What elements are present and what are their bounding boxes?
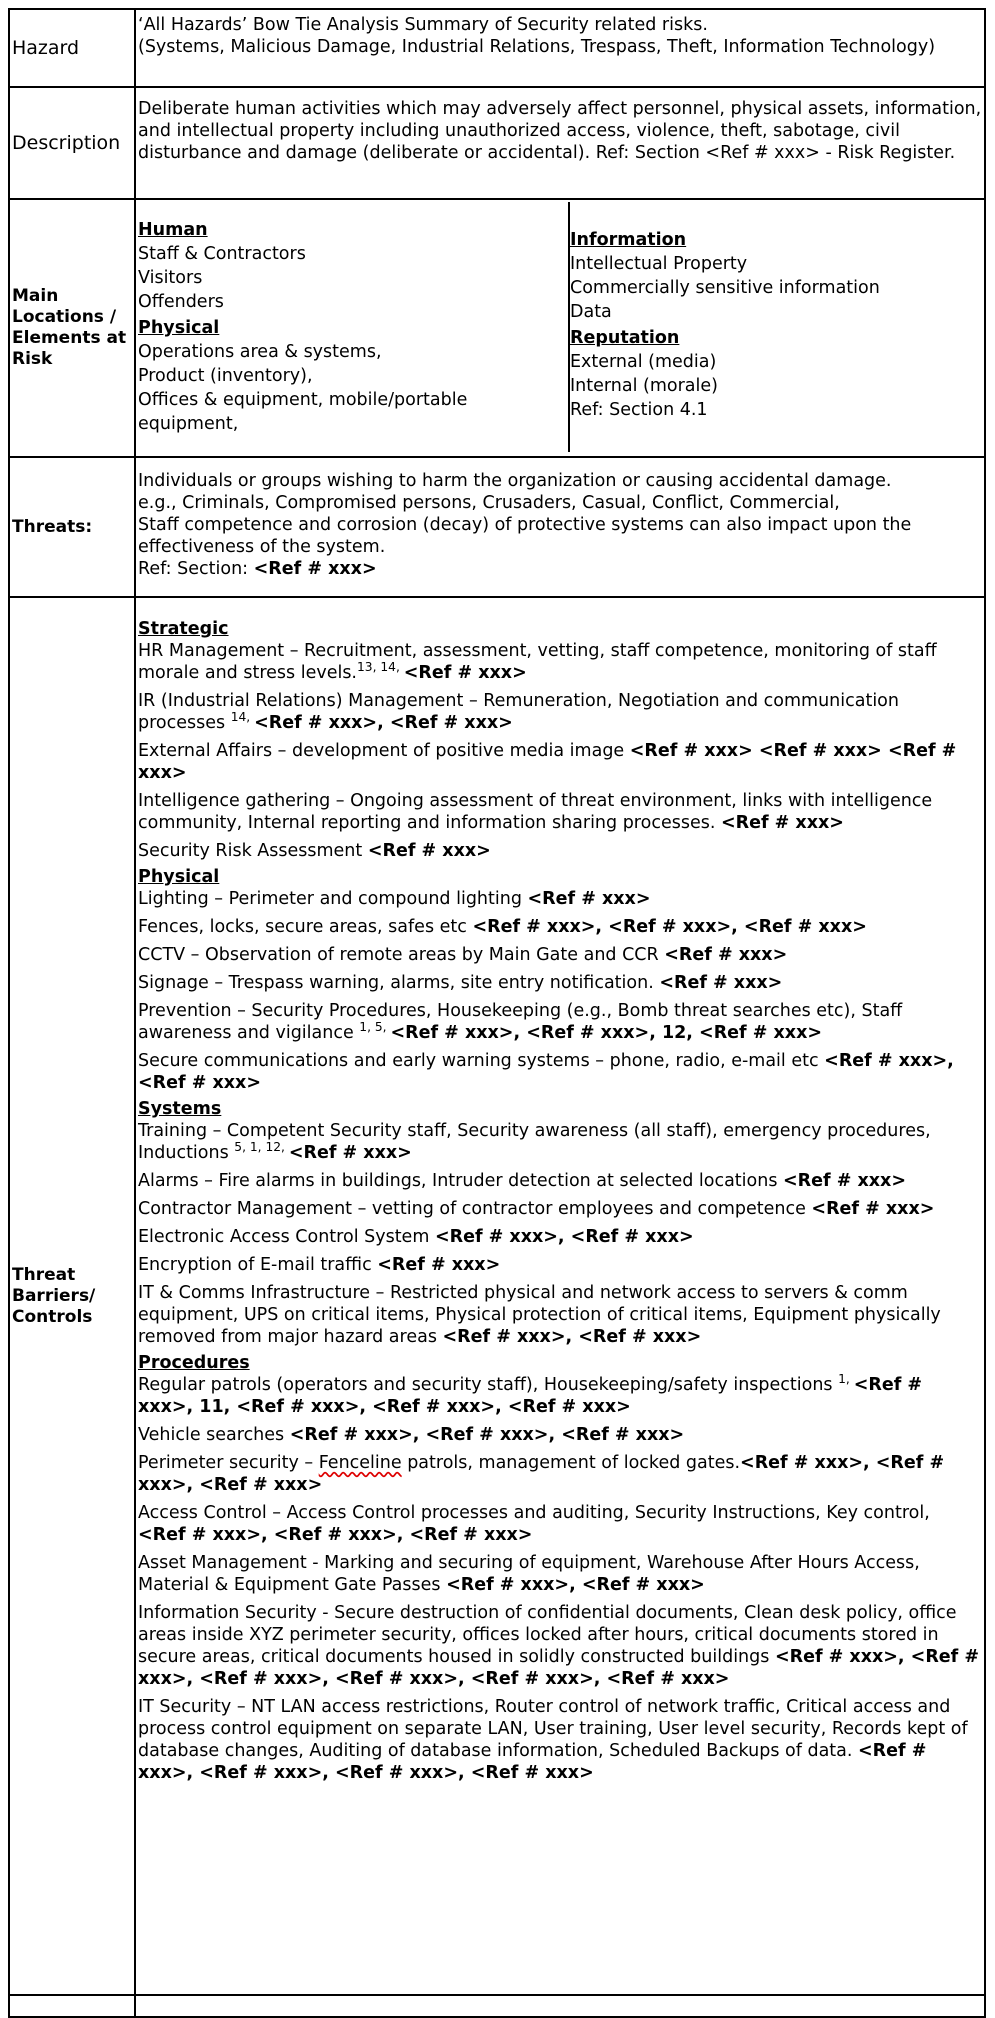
threats-ref-prefix: Ref: Section: <box>138 559 254 579</box>
control-text: IT & Comms Infrastructure – Restricted physical and network access to servers & comm equipment, UPS on critical items, Physical protection of critical items, Equipment physically removed from major hazard areas <box>138 1283 941 1347</box>
reference-tags: <Ref # xxx> <Ref # xxx> <Ref # xxx> <box>138 741 957 783</box>
element-item: Commercially sensitive information <box>570 278 880 298</box>
threats-ref: <Ref # xxx> <box>253 559 377 579</box>
control-text: Asset Management - Marking and securing of equipment, Warehouse After Hours Access, Material & Equipment Gate Passes <box>138 1553 920 1595</box>
spellcheck-word: Fenceline <box>318 1453 402 1473</box>
control-text: Regular patrols (operators and security staff), Housekeeping/safety inspections <box>138 1375 839 1395</box>
control-text: IR (Industrial Relations) Management – Remuneration, Negotiation and communication processes <box>138 691 899 733</box>
reference-tags: <Ref # xxx> <box>527 889 651 909</box>
element-item: Data <box>570 302 612 322</box>
element-item: Internal (morale) <box>570 376 718 396</box>
controls-content <box>135 597 985 1995</box>
element-group-heading: Reputation <box>570 328 680 348</box>
control-item <box>138 1000 982 1044</box>
main-elements-left <box>138 202 569 452</box>
main-elements-label: Main Locations / Elements at Risk <box>9 199 135 457</box>
control-item <box>138 1226 982 1248</box>
control-text: External Affairs – development of positive media image <box>138 741 630 761</box>
main-elements-grid <box>138 202 982 452</box>
control-item <box>138 1502 982 1546</box>
reference-tags: <Ref # xxx> <box>367 841 491 861</box>
control-item <box>138 972 982 994</box>
control-item <box>138 888 982 910</box>
element-group-heading: Human <box>138 220 208 240</box>
footnote-refs: 5, 1, 12, <box>234 1140 289 1155</box>
control-item <box>138 1050 982 1094</box>
controls-row <box>9 597 985 1995</box>
element-item: Ref: Section 4.1 <box>570 400 708 420</box>
hazard-content <box>135 9 985 87</box>
control-text: Training – Competent Security staff, Security awareness (all staff), emergency procedures, Inductions <box>138 1121 931 1163</box>
description-label: Description <box>9 87 135 199</box>
main-elements-row <box>9 199 985 457</box>
reference-tags: <Ref # xxx>, <Ref # xxx>, <Ref # xxx>, <Ref # xxx>, <Ref # xxx>, <Ref # xxx> <box>138 1647 980 1689</box>
control-item <box>138 1602 982 1690</box>
bow-tie-summary-table <box>8 8 986 2018</box>
control-text: Alarms – Fire alarms in buildings, Intruder detection at selected locations <box>138 1171 783 1191</box>
control-section-heading: Procedures <box>138 1353 250 1373</box>
hazard-title: ‘All Hazards’ Bow Tie Analysis Summary of Security related risks. <box>138 15 708 35</box>
control-text: Prevention – Security Procedures, Housekeeping (e.g., Bomb threat searches etc), Staff awareness and vigilance <box>138 1001 903 1043</box>
control-item <box>138 1452 982 1496</box>
element-group-heading: Physical <box>138 318 220 338</box>
control-item <box>138 740 982 784</box>
control-item <box>138 790 982 834</box>
footnote-refs: 14, <box>230 710 255 725</box>
control-text: Signage – Trespass warning, alarms, site entry notification. <box>138 973 660 993</box>
threats-line: Staff competence and corrosion (decay) of protective systems can also impact upon the effectiveness of the system. <box>138 515 912 557</box>
reference-tags: <Ref # xxx>, <Ref # xxx>, <Ref # xxx> <box>289 1425 685 1445</box>
control-item <box>138 640 982 684</box>
control-text: Access Control – Access Control processes and auditing, Security Instructions, Key control, <box>138 1503 930 1523</box>
footnote-refs: 13, 14, <box>357 660 404 675</box>
control-item <box>138 1696 982 1784</box>
reference-tags: <Ref # xxx>, <Ref # xxx> <box>254 713 513 733</box>
control-text: Contractor Management – vetting of contractor employees and competence <box>138 1199 812 1219</box>
control-section-heading: Systems <box>138 1099 222 1119</box>
element-item: Staff & Contractors <box>138 244 306 264</box>
control-item <box>138 944 982 966</box>
reference-tags: <Ref # xxx>, <Ref # xxx>, 12, <Ref # xxx> <box>390 1023 823 1043</box>
reference-tags: <Ref # xxx>, <Ref # xxx> <box>442 1327 702 1347</box>
threats-ref-line <box>138 558 982 580</box>
description-row <box>9 87 985 199</box>
control-text: Encryption of E-mail traffic <box>138 1255 378 1275</box>
element-item: Offices & equipment, mobile/portable equipment, <box>138 390 468 434</box>
control-item <box>138 840 982 862</box>
control-item <box>138 1552 982 1596</box>
control-item <box>138 1424 982 1446</box>
controls-label: Threat Barriers/ Controls <box>9 597 135 1995</box>
reference-tags: <Ref # xxx>, <Ref # xxx>, <Ref # xxx>, <Ref # xxx> <box>138 1741 927 1783</box>
reference-tags: <Ref # xxx> <box>720 813 844 833</box>
element-item: Intellectual Property <box>570 254 748 274</box>
element-item: External (media) <box>570 352 717 372</box>
reference-tags: <Ref # xxx> <box>659 973 783 993</box>
control-item <box>138 916 982 938</box>
reference-tags: <Ref # xxx>, <Ref # xxx> <box>446 1575 705 1595</box>
next-row-content <box>135 1995 985 2017</box>
reference-tags: <Ref # xxx> <box>403 663 527 683</box>
control-text: IT Security – NT LAN access restrictions, Router control of network traffic, Critical access and process control equipment on separate LAN, User training, User level security, Records kept of database changes, Auditing of database information, Scheduled Backups of data. <box>138 1697 968 1761</box>
control-item <box>138 690 982 734</box>
element-group-heading: Information <box>570 230 687 250</box>
reference-tags: <Ref # xxx> <box>811 1199 935 1219</box>
control-text: Vehicle searches <box>138 1425 290 1445</box>
control-text: Fences, locks, secure areas, safes etc <box>138 917 473 937</box>
next-row-stub <box>9 1995 985 2017</box>
control-section-heading: Strategic <box>138 619 229 639</box>
hazard-label: Hazard <box>9 9 135 87</box>
threats-line: Individuals or groups wishing to harm the organization or causing accidental damage. <box>138 471 892 491</box>
control-text: Information Security - Secure destruction of confidential documents, Clean desk policy, office areas inside XYZ perimeter security, offices locked after hours, critical documents stored in secure areas, critical documents housed in solidly constructed buildings <box>138 1603 957 1667</box>
control-item <box>138 1254 982 1276</box>
control-text: Security Risk Assessment <box>138 841 368 861</box>
control-text: HR Management – Recruitment, assessment, vetting, staff competence, monitoring of staff morale and stress levels. <box>138 641 937 683</box>
control-item <box>138 1120 982 1164</box>
reference-tags: <Ref # xxx> <box>664 945 788 965</box>
footnote-refs: 1, <box>838 1372 854 1387</box>
hazard-subtitle: (Systems, Malicious Damage, Industrial Relations, Trespass, Theft, Information Technology) <box>138 37 936 57</box>
reference-tags: <Ref # xxx> <box>783 1171 906 1191</box>
control-text: Lighting – Perimeter and compound lighting <box>138 889 528 909</box>
control-section-heading: Physical <box>138 867 220 887</box>
threats-content <box>135 457 985 597</box>
hazard-row <box>9 9 985 87</box>
control-item <box>138 1374 982 1418</box>
threats-line: e.g., Criminals, Compromised persons, Crusaders, Casual, Conflict, Commercial, <box>138 493 840 513</box>
element-item: Product (inventory), <box>138 366 313 386</box>
reference-tags: <Ref # xxx>, <Ref # xxx> <box>434 1227 694 1247</box>
description-text: Deliberate human activities which may adversely affect personnel, physical assets, information, and intellectual property including unauthorized access, violence, theft, sabotage, civil disturbance and damage (deliberate or accidental). Ref: Section <Ref # xxx> - Risk Register. <box>135 87 985 199</box>
control-text: Secure communications and early warning systems – phone, radio, e-mail etc <box>138 1051 825 1071</box>
control-text: Electronic Access Control System <box>138 1227 435 1247</box>
reference-tags: <Ref # xxx>, <Ref # xxx>, <Ref # xxx> <box>138 1453 945 1495</box>
control-item <box>138 1198 982 1220</box>
reference-tags: <Ref # xxx>, <Ref # xxx>, <Ref # xxx> <box>472 917 867 937</box>
threats-row <box>9 457 985 597</box>
element-item: Visitors <box>138 268 203 288</box>
control-item <box>138 1282 982 1348</box>
main-elements-content <box>135 199 985 457</box>
main-elements-right <box>569 202 982 452</box>
element-item: Operations area & systems, <box>138 342 382 362</box>
next-row-label <box>9 1995 135 2017</box>
threats-label: Threats: <box>9 457 135 597</box>
control-item <box>138 1170 982 1192</box>
control-text: patrols, management of locked gates. <box>401 1453 741 1473</box>
control-text: Perimeter security – <box>138 1453 319 1473</box>
reference-tags: <Ref # xxx>, <Ref # xxx> <box>138 1051 954 1093</box>
reference-tags: <Ref # xxx>, <Ref # xxx>, <Ref # xxx> <box>138 1525 533 1545</box>
reference-tags: <Ref # xxx> <box>377 1255 501 1275</box>
element-item: Offenders <box>138 292 224 312</box>
reference-tags: <Ref # xxx>, 11, <Ref # xxx>, <Ref # xxx>, <Ref # xxx> <box>138 1375 923 1417</box>
reference-tags: <Ref # xxx> <box>288 1143 412 1163</box>
control-text: Intelligence gathering – Ongoing assessment of threat environment, links with intelligence community, Internal reporting and information sharing processes. <box>138 791 933 833</box>
bow-tie-document <box>8 8 986 2018</box>
control-text: CCTV – Observation of remote areas by Main Gate and CCR <box>138 945 665 965</box>
footnote-refs: 1, 5, <box>359 1020 391 1035</box>
